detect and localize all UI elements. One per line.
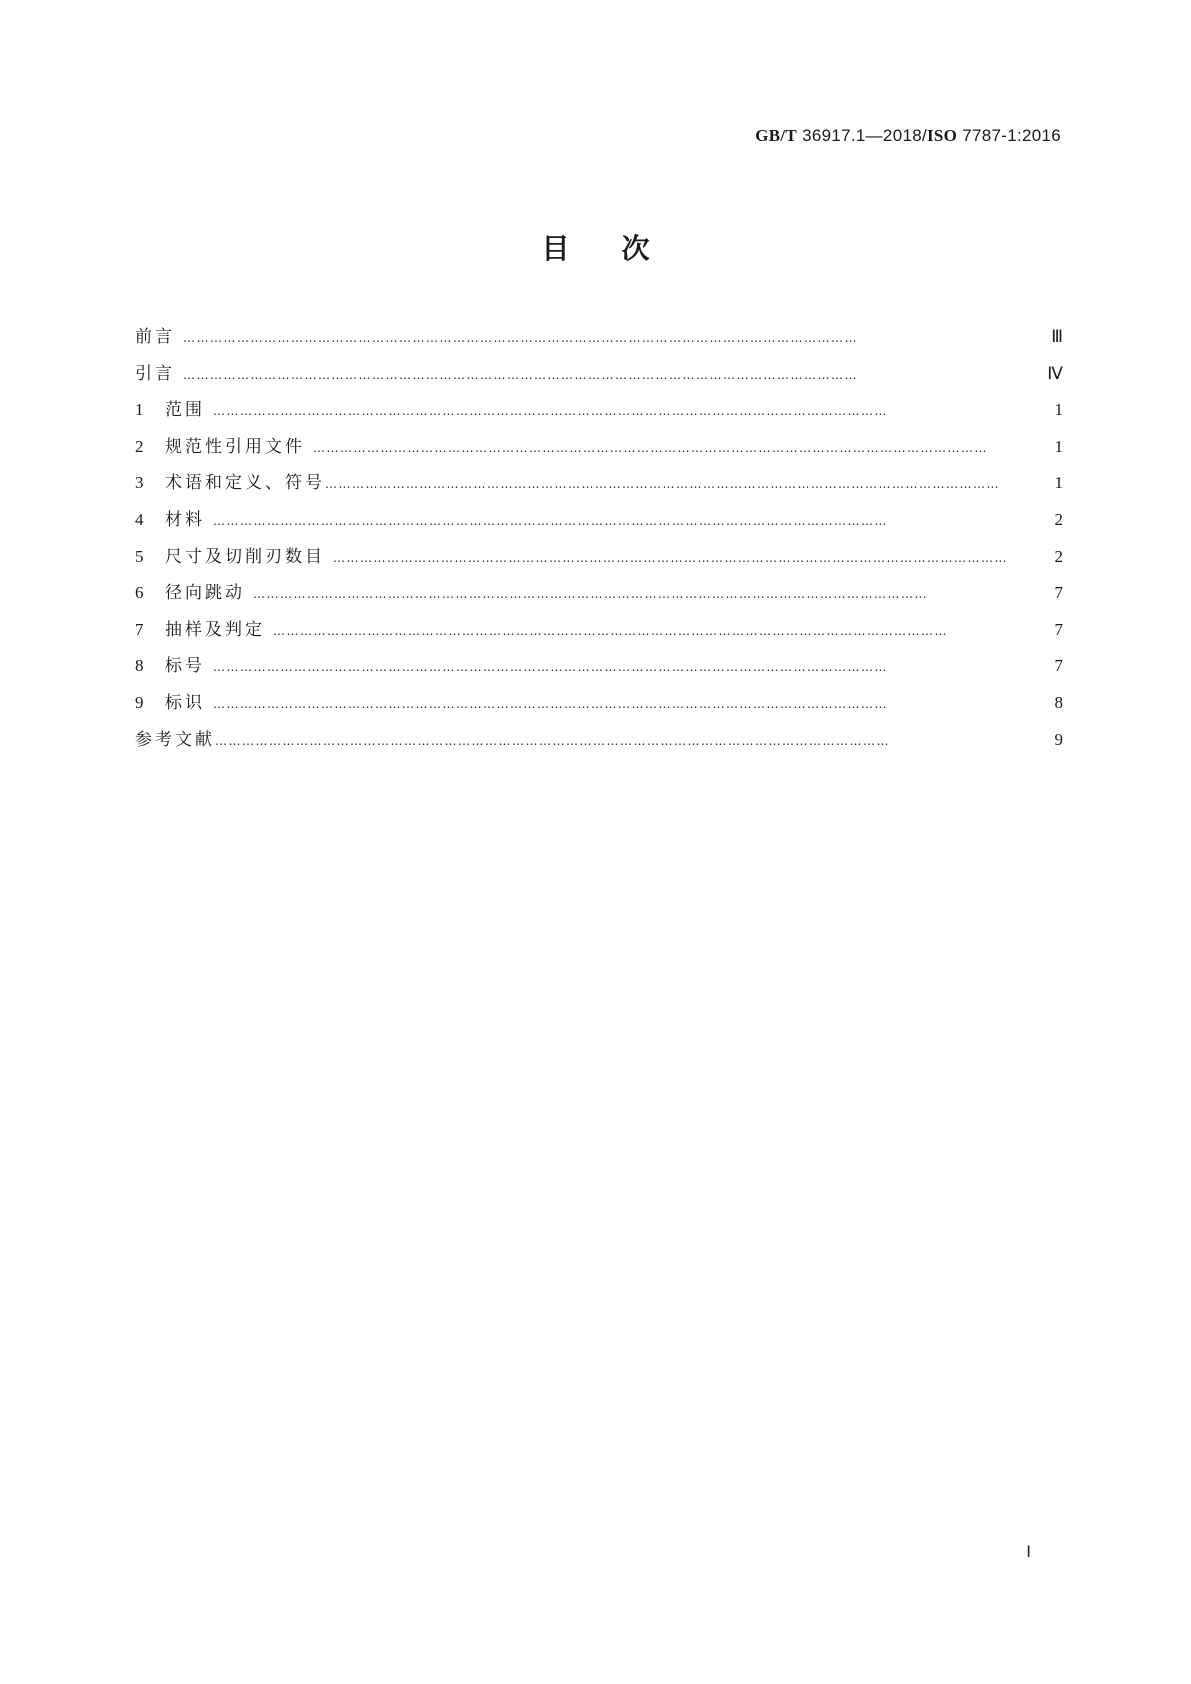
toc-entry-foreword[interactable] xyxy=(135,322,1063,359)
toc-leader-dots: …………………………………………………………………………………………………………………………………… xyxy=(333,550,1008,565)
toc-leader-dots: …………………………………………………………………………………………………………………………………… xyxy=(213,696,888,711)
toc-entry-page: Ⅲ xyxy=(1051,327,1063,346)
toc-entry-number: 9 xyxy=(135,692,144,712)
toc-entry-4[interactable] xyxy=(135,505,1063,542)
toc-entry-label: 范围 xyxy=(165,400,205,421)
toc-leader-dots: …………………………………………………………………………………………………………………………………… xyxy=(253,587,928,602)
page-title: 目次 xyxy=(541,232,702,265)
toc-entry-7[interactable] xyxy=(135,615,1063,652)
toc-leader-dots: …………………………………………………………………………………………………………………………………… xyxy=(213,513,888,528)
toc-entry-page: 1 xyxy=(1054,400,1063,420)
toc-entry-label: 前言 xyxy=(135,327,175,347)
toc-entry-label: 参考文献 xyxy=(135,729,215,750)
toc-leader-dots: …………………………………………………………………………………………………………………………………… xyxy=(325,477,1000,492)
toc-entry-label: 尺寸及切削刃数目 xyxy=(165,546,325,567)
toc-entry-page: Ⅳ xyxy=(1047,363,1063,383)
toc-entry-8[interactable] xyxy=(135,651,1063,688)
toc-leader-dots: …………………………………………………………………………………………………………………………………… xyxy=(213,660,888,675)
toc-entry-number: 8 xyxy=(135,656,144,676)
iso-number: 7787-1:2016 xyxy=(957,126,1061,145)
toc-leader-dots: …………………………………………………………………………………………………………………………………… xyxy=(313,440,988,455)
toc-entry-9[interactable] xyxy=(135,688,1063,725)
toc-entry-number: 7 xyxy=(135,619,144,639)
toc-entry-label: 引言 xyxy=(135,363,175,384)
iso-prefix: ISO xyxy=(926,126,958,145)
toc-entry-number: 2 xyxy=(135,436,144,456)
toc-entry-page: 2 xyxy=(1054,546,1063,566)
toc-entry-label: 术语和定义、符号 xyxy=(165,473,325,494)
toc-entry-page: 7 xyxy=(1054,583,1063,603)
toc-entry-number: 4 xyxy=(135,509,144,529)
toc-entry-2[interactable] xyxy=(135,432,1063,469)
standard-number: 36917.1—2018/ xyxy=(797,126,927,145)
toc-entry-label: 规范性引用文件 xyxy=(165,436,305,457)
toc-entry-3[interactable] xyxy=(135,468,1063,505)
toc-entry-number: 3 xyxy=(135,473,144,493)
toc-entry-number: 5 xyxy=(135,546,144,566)
toc-leader-dots: …………………………………………………………………………………………………………………………………… xyxy=(213,404,888,419)
toc-entry-label: 材料 xyxy=(165,509,205,530)
page-number: Ⅰ xyxy=(1026,1544,1031,1561)
toc-entry-1[interactable] xyxy=(135,395,1063,432)
standard-identifier xyxy=(755,126,1061,146)
toc-entry-label: 标号 xyxy=(165,656,205,677)
toc-entry-page: 7 xyxy=(1054,619,1063,639)
toc-entry-page: 8 xyxy=(1054,692,1063,712)
toc-entry-6[interactable] xyxy=(135,578,1063,615)
toc-entry-number: 6 xyxy=(135,583,144,603)
table-of-contents xyxy=(135,322,1063,761)
toc-entry-bibliography[interactable] xyxy=(135,725,1063,762)
toc-leader-dots: …………………………………………………………………………………………………………………………………… xyxy=(215,733,890,748)
standard-prefix: GB/T xyxy=(755,126,798,145)
toc-entry-label: 抽样及判定 xyxy=(165,619,265,640)
toc-entry-label: 标识 xyxy=(165,692,205,713)
toc-entry-page: 1 xyxy=(1054,436,1063,456)
toc-leader-dots: …………………………………………………………………………………………………………………………………… xyxy=(183,367,858,382)
toc-entry-5[interactable] xyxy=(135,542,1063,579)
toc-entry-page: 1 xyxy=(1054,473,1063,493)
toc-leader-dots: …………………………………………………………………………………………………………………………………… xyxy=(273,623,948,638)
toc-entry-label: 径向跳动 xyxy=(165,583,245,604)
toc-entry-page: 2 xyxy=(1054,509,1063,529)
toc-entry-page: 7 xyxy=(1054,656,1063,676)
toc-entry-introduction[interactable] xyxy=(135,359,1063,396)
toc-entry-page: 9 xyxy=(1054,729,1063,749)
toc-entry-number: 1 xyxy=(135,400,144,420)
toc-leader-dots: …………………………………………………………………………………………………………………………………… xyxy=(183,331,858,345)
